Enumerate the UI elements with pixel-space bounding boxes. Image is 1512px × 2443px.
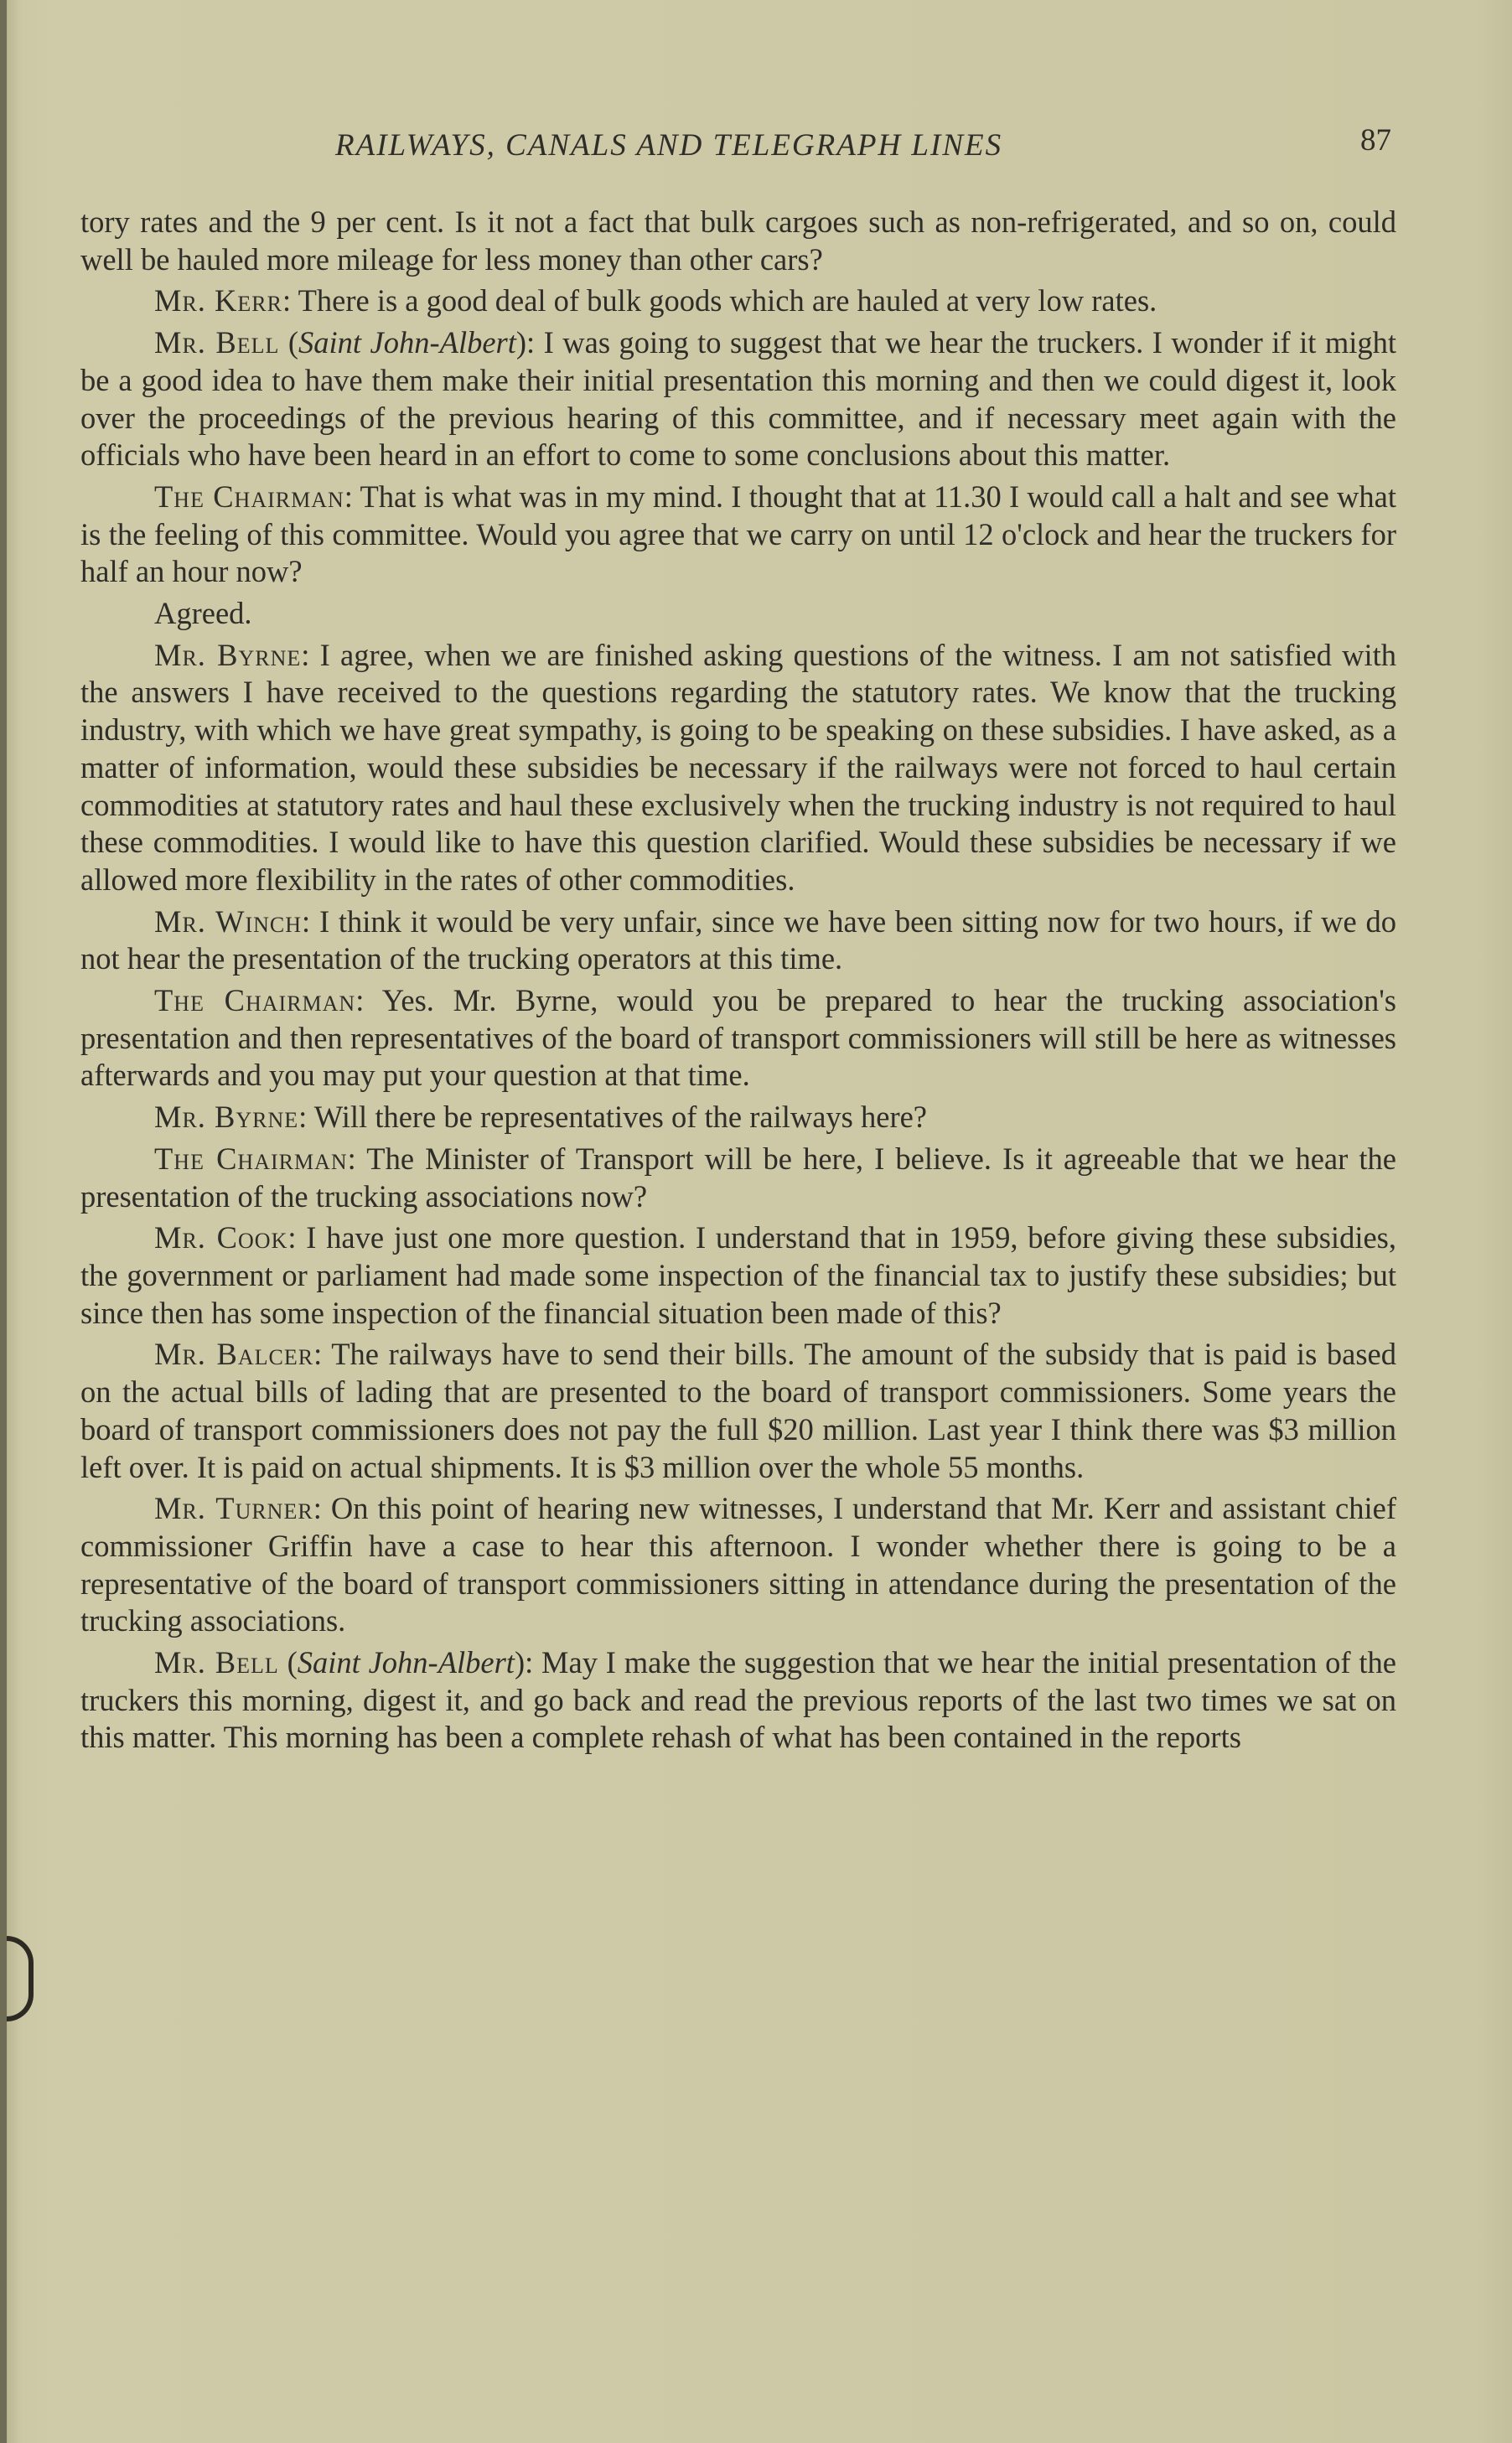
- paragraph: [80, 982, 1396, 1095]
- paragraph-text: : I agree, when we are finished asking questions of the witness. I am not satisfied with the answers I have received to the questions regarding the statutory rates. We know that the trucking industry, with which we have great sympathy, is going to be speaking on these subsidies. I have asked, as a matter of information, would these subsidies be necessary if the railways were not forced to haul certain commodities at statutory rates and haul these exclusively when the trucking industry is not required to haul these commodities. I would like to have this question clarified. Would these subsidies be necessary if we allowed more flexibility in the rates of other commodities.: [80, 637, 1396, 897]
- paragraph: [80, 595, 1396, 633]
- speaker-name: The Chairman: [154, 479, 344, 514]
- riding-close: ): [515, 325, 527, 360]
- paragraph-text: : There is a good deal of bulk goods which are hauled at very low rates.: [282, 283, 1157, 318]
- paragraph-text: : I think it would be very unfair, since we have been sitting now for two hours, if we do not hear the presentation of the trucking operators at this time.: [80, 903, 1397, 976]
- paragraph: [80, 204, 1396, 278]
- paragraph-text: : On this point of hearing new witnesses, I understand that Mr. Kerr and assistant chief commissioner Griffin have a case to hear this afternoon. I wonder whether there is going to be a representative of the board of transport commissioners sitting in attendance during the presentation of the trucking associations.: [80, 1491, 1396, 1638]
- page-number: 87: [1360, 123, 1391, 158]
- speaker-name: The Chairman: [154, 983, 356, 1018]
- speaker-name: Mr. Bell: [154, 325, 280, 360]
- riding-close: ): [514, 1645, 526, 1680]
- speaker-name: Mr. Cook: [154, 1220, 288, 1255]
- paragraph-text: : May I make the suggestion that we hear the initial presentation of the truckers this morning, digest it, and go back and read the previous reports of the last two times we sat on this matter. This morning has been a complete rehash of what has been contained in the reports: [80, 1645, 1397, 1755]
- binding-mark: [7, 1936, 34, 2021]
- paragraph-text: : The Minister of Transport will be here, I believe. Is it agreeable that we hear the presentation of the trucking associations now?: [80, 1141, 1396, 1214]
- paragraph-text: : The railways have to send their bills. The amount of the subsidy that is paid is based on the actual bills of lading that are presented to the board of transport commissioners. Some years the board of transport commissioners does not pay the full $20 million. Last year I think there was $3 million left over. It is paid on actual shipments. It is $3 million over the whole 55 months.: [80, 1337, 1396, 1484]
- speaker-name: The Chairman: [154, 1141, 348, 1176]
- speaker-name: Mr. Kerr: [154, 283, 282, 318]
- speaker-name: Mr. Winch: [154, 903, 303, 939]
- paragraph: [80, 1219, 1396, 1332]
- paragraph: [80, 637, 1396, 899]
- speaker-name: Mr. Balcer: [154, 1337, 314, 1372]
- paragraph: [80, 282, 1396, 320]
- paragraph-text: : I was going to suggest that we hear the truckers. I wonder if it might be a good idea to have them make their initial presentation this morning and then we could digest it, look over the proceedings of the previous hearing of this committee, and if necessary meet again with the officials who have been heard in an effort to come to some conclusions about this matter.: [80, 325, 1396, 473]
- paragraph-text: : Yes. Mr. Byrne, would you be prepared to hear the trucking association's presentation and then representatives of the board of transport commissioners will still be here as witnesses afterwards and you may put your question at that time.: [80, 983, 1396, 1093]
- riding-open: (: [279, 325, 299, 360]
- paragraph: [80, 324, 1396, 474]
- paragraph-text: : Will there be representatives of the railways here?: [298, 1100, 928, 1135]
- speaker-name: Mr. Bell: [154, 1645, 279, 1680]
- paragraph: [80, 1490, 1396, 1640]
- paragraph-text: tory rates and the 9 per cent. Is it not a fact that bulk cargoes such as non-refrigerated, and so on, could well be hauled more mileage for less money than other cars?: [80, 204, 1396, 277]
- paragraph-text: : I have just one more question. I understand that in 1959, before giving these subsidies, the government or parliament had made some inspection of the financial tax to justify these subsidies; but since then has some inspection of the financial situation been made of this?: [80, 1220, 1396, 1330]
- page-header: [84, 123, 1391, 178]
- riding-name: Saint John-Albert: [298, 325, 516, 360]
- speaker-name: Mr. Turner: [154, 1491, 313, 1526]
- body-text: [80, 204, 1396, 1761]
- paragraph: [80, 1644, 1396, 1757]
- paragraph: [80, 479, 1396, 591]
- riding-open: (: [278, 1645, 298, 1680]
- paragraph-text: : That is what was in my mind. I thought that at 11.30 I would call a halt and see what is the feeling of this committee. Would you agree that we carry on until 12 o'clock and hear the truckers for half an hour now?: [80, 479, 1396, 589]
- binding-edge: [0, 0, 7, 2443]
- speaker-name: Mr. Byrne: [154, 637, 302, 672]
- speaker-name: Mr. Byrne: [154, 1100, 299, 1135]
- running-title: RAILWAYS, CANALS AND TELEGRAPH LINES: [335, 128, 1003, 163]
- riding-name: Saint John-Albert: [297, 1645, 515, 1680]
- paragraph: [80, 1099, 1396, 1136]
- paragraph-text: Agreed.: [154, 596, 252, 631]
- paragraph: [80, 1141, 1396, 1215]
- paragraph: [80, 1336, 1396, 1486]
- paragraph: [80, 903, 1396, 978]
